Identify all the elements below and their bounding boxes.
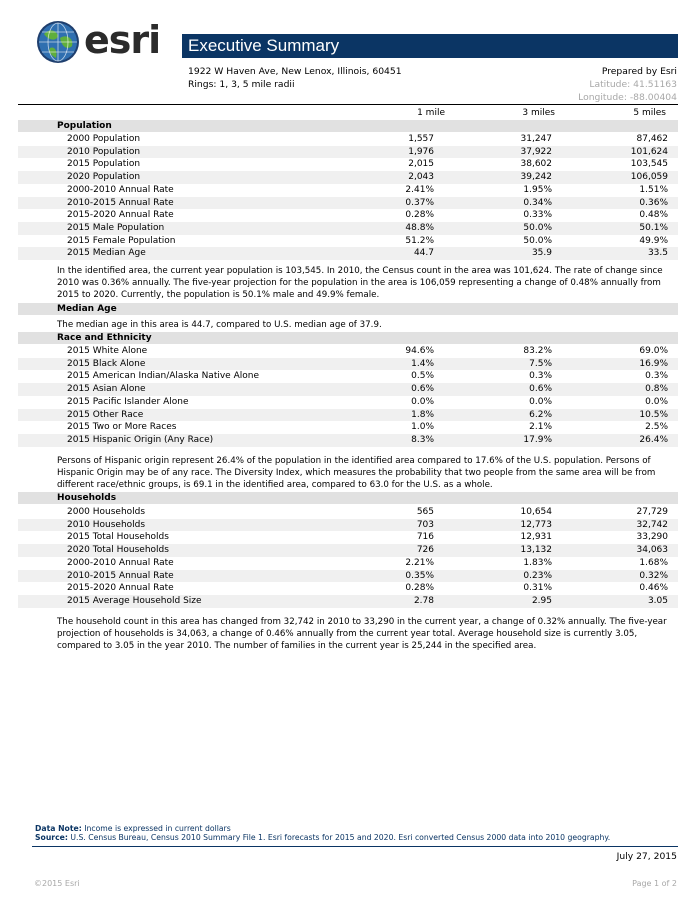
- value-1-mile: 1,976: [408, 146, 434, 157]
- value-1-mile: 51.2%: [405, 235, 434, 246]
- globe-icon: [36, 20, 80, 64]
- value-3-miles: 2.1%: [529, 422, 552, 433]
- section-median-age: [18, 303, 678, 315]
- value-1-mile: 2,015: [408, 159, 434, 170]
- value-5-miles: 27,729: [636, 507, 668, 517]
- copyright: ©2015 Esri: [34, 879, 80, 888]
- row-label: 2015 Two or More Races: [67, 422, 177, 433]
- table-row: [18, 582, 678, 595]
- source-note: [35, 833, 610, 842]
- value-5-miles: 0.8%: [645, 384, 668, 395]
- value-1-mile: 703: [416, 519, 434, 530]
- value-3-miles: 13,132: [520, 545, 552, 556]
- row-label: 2015-2020 Annual Rate: [67, 210, 174, 221]
- table-row: [18, 358, 678, 371]
- row-label: 2000-2010 Annual Rate: [67, 184, 174, 195]
- column-header-5-miles: 5 miles: [633, 108, 666, 118]
- value-1-mile: 1.4%: [411, 358, 434, 369]
- value-1-mile: 48.8%: [405, 222, 434, 233]
- section-population: [18, 120, 678, 132]
- row-label: 2015 Average Household Size: [67, 595, 202, 606]
- row-label: 2015 Median Age: [67, 248, 146, 259]
- value-5-miles: 0.46%: [639, 583, 668, 594]
- table-row: [18, 383, 678, 396]
- value-3-miles: 12,773: [520, 519, 552, 530]
- value-3-miles: 12,931: [520, 532, 552, 543]
- value-3-miles: 0.3%: [529, 371, 552, 382]
- latitude: Latitude: 41.51163: [589, 79, 677, 90]
- row-label: 2015 Total Households: [67, 532, 169, 543]
- value-1-mile: 0.37%: [405, 197, 434, 208]
- table-row: [18, 247, 678, 260]
- value-5-miles: 101,624: [630, 146, 668, 157]
- value-5-miles: 0.0%: [645, 396, 668, 407]
- value-5-miles: 69.0%: [639, 346, 668, 356]
- section-title: Population: [57, 121, 112, 131]
- table-row: [18, 222, 678, 235]
- row-label: 2015 Male Population: [67, 222, 165, 233]
- table-row: [18, 209, 678, 222]
- value-1-mile: 1.8%: [411, 409, 434, 420]
- row-label: 2020 Total Households: [67, 545, 169, 556]
- table-row: [18, 197, 678, 210]
- value-3-miles: 10,654: [520, 507, 552, 517]
- table-row: [18, 409, 678, 422]
- row-label: 2000-2010 Annual Rate: [67, 557, 174, 568]
- table-row: [18, 370, 678, 383]
- median-age-paragraph: The median age in this area is 44.7, compared to U.S. median age of 37.9.: [57, 320, 382, 330]
- row-label: 2010-2015 Annual Rate: [67, 197, 174, 208]
- table-row: [18, 171, 678, 184]
- value-3-miles: 7.5%: [529, 358, 552, 369]
- value-1-mile: 1.0%: [411, 422, 434, 433]
- table-row: [18, 506, 678, 519]
- value-3-miles: 1.95%: [523, 184, 552, 195]
- value-5-miles: 16.9%: [639, 358, 668, 369]
- value-1-mile: 2,043: [408, 172, 434, 183]
- header-rule: [18, 104, 678, 105]
- value-1-mile: 44.7: [413, 248, 434, 259]
- table-row: [18, 557, 678, 570]
- households-paragraph: The household count in this area has changed from 32,742 in 2010 to 33,290 in the current year, a change of 0.32% annually. The five-year projection of households is 34,063, a change of 0.46% annually from the current year total. Average household size is currently 3.05, compared to 3.05 in the year 2010. The number of families in the current year is 25,244 in the specified area.: [57, 617, 667, 651]
- value-5-miles: 32,742: [636, 519, 668, 530]
- value-1-mile: 726: [416, 545, 434, 556]
- row-label: 2010-2015 Annual Rate: [67, 570, 174, 581]
- value-1-mile: 2.41%: [405, 184, 434, 195]
- table-row: [18, 570, 678, 583]
- esri-logo: [36, 20, 166, 68]
- value-1-mile: 2.78: [413, 595, 434, 606]
- value-3-miles: 31,247: [520, 134, 552, 144]
- row-label: 2015 White Alone: [67, 346, 148, 356]
- section-race-ethnicity: [18, 332, 678, 344]
- row-label: 2015 Other Race: [67, 409, 144, 420]
- value-5-miles: 87,462: [636, 134, 668, 144]
- value-1-mile: 0.6%: [411, 384, 434, 395]
- value-3-miles: 6.2%: [529, 409, 552, 420]
- table-row: [18, 531, 678, 544]
- table-row: [18, 544, 678, 557]
- value-1-mile: 0.28%: [405, 583, 434, 594]
- value-3-miles: 0.31%: [523, 583, 552, 594]
- value-5-miles: 0.3%: [645, 371, 668, 382]
- value-1-mile: 0.0%: [411, 396, 434, 407]
- value-3-miles: 1.83%: [523, 557, 552, 568]
- race-paragraph: Persons of Hispanic origin represent 26.4% of the population in the identified area compared to 17.6% of the U.S. population. Persons of Hispanic Origin may be of any race. The Diversity Index, which measures the probability that two people from the same area will be from different race/ethnic groups, is 69.1 in the identified area, compared to 63.0 for the U.S. as a whole.: [57, 456, 656, 490]
- section-title: Median Age: [57, 304, 117, 314]
- value-3-miles: 35.9: [531, 248, 552, 259]
- table-row: [18, 345, 678, 358]
- value-5-miles: 0.32%: [639, 570, 668, 581]
- table-row: [18, 146, 678, 159]
- table-row: [18, 396, 678, 409]
- section-households: [18, 492, 678, 504]
- value-1-mile: 2.21%: [405, 557, 434, 568]
- row-label: 2015 Population: [67, 159, 141, 170]
- site-address: 1922 W Haven Ave, New Lenox, Illinois, 60451: [188, 66, 402, 77]
- value-1-mile: 8.3%: [411, 434, 434, 445]
- page-title: Executive Summary: [188, 36, 340, 55]
- value-3-miles: 0.23%: [523, 570, 552, 581]
- row-label: 2015 Female Population: [67, 235, 176, 246]
- value-5-miles: 26.4%: [639, 434, 668, 445]
- row-label: 2015 Asian Alone: [67, 384, 146, 395]
- value-1-mile: 1,557: [408, 134, 434, 144]
- value-3-miles: 17.9%: [523, 434, 552, 445]
- row-label: 2000 Households: [67, 507, 146, 517]
- value-1-mile: 716: [416, 532, 434, 543]
- value-1-mile: 0.5%: [411, 371, 434, 382]
- page-number: Page 1 of 2: [632, 879, 677, 888]
- row-label: 2015-2020 Annual Rate: [67, 583, 174, 594]
- value-3-miles: 50.0%: [523, 222, 552, 233]
- value-3-miles: 50.0%: [523, 235, 552, 246]
- table-row: [18, 519, 678, 532]
- value-3-miles: 0.6%: [529, 384, 552, 395]
- population-paragraph: In the identified area, the current year population is 103,545. In 2010, the Census count in the area was 101,624. The rate of change since 2010 was 0.36% annually. The five-year projection for the population in the area is 106,059 representing a change of 0.48% annually from 2015 to 2020. Currently, the population is 50.1% male and 49.9% female.: [57, 266, 663, 300]
- value-5-miles: 1.68%: [639, 557, 668, 568]
- value-5-miles: 34,063: [636, 545, 668, 556]
- table-row: [18, 133, 678, 146]
- table-row: [18, 434, 678, 447]
- prepared-by: Prepared by Esri: [601, 66, 677, 77]
- value-5-miles: 50.1%: [639, 222, 668, 233]
- report-date: July 27, 2015: [616, 851, 677, 862]
- row-label: 2020 Population: [67, 172, 141, 183]
- value-3-miles: 83.2%: [523, 346, 552, 356]
- value-5-miles: 3.05: [647, 595, 668, 606]
- row-label: 2000 Population: [67, 134, 141, 144]
- value-5-miles: 33,290: [636, 532, 668, 543]
- value-5-miles: 49.9%: [639, 235, 668, 246]
- value-5-miles: 2.5%: [645, 422, 668, 433]
- value-1-mile: 565: [416, 507, 434, 517]
- row-label: 2015 Pacific Islander Alone: [67, 396, 189, 407]
- value-5-miles: 33.5: [647, 248, 668, 259]
- value-3-miles: 39,242: [520, 172, 552, 183]
- source-text: U.S. Census Bureau, Census 2010 Summary File 1. Esri forecasts for 2015 and 2020. Esri converted Census 2000 data into 2010 geography.: [67, 833, 611, 842]
- table-row: [18, 235, 678, 248]
- title-banner: [182, 34, 678, 58]
- source-label: Source:: [35, 833, 68, 842]
- esri-wordmark: esri: [84, 18, 161, 62]
- value-5-miles: 106,059: [630, 172, 668, 183]
- data-note-label: Data Note:: [35, 824, 82, 833]
- row-label: 2015 Black Alone: [67, 358, 146, 369]
- value-3-miles: 37,922: [520, 146, 552, 157]
- column-header-1-mile: 1 mile: [417, 108, 445, 118]
- value-3-miles: 0.0%: [529, 396, 552, 407]
- table-row: [18, 158, 678, 171]
- row-label: 2010 Population: [67, 146, 141, 157]
- value-1-mile: 0.35%: [405, 570, 434, 581]
- value-5-miles: 1.51%: [639, 184, 668, 195]
- value-5-miles: 10.5%: [639, 409, 668, 420]
- value-5-miles: 0.36%: [639, 197, 668, 208]
- value-3-miles: 0.34%: [523, 197, 552, 208]
- value-1-mile: 0.28%: [405, 210, 434, 221]
- row-label: 2015 Hispanic Origin (Any Race): [67, 434, 214, 445]
- value-5-miles: 103,545: [630, 159, 668, 170]
- table-row: [18, 421, 678, 434]
- value-5-miles: 0.48%: [639, 210, 668, 221]
- section-title: Households: [57, 493, 117, 503]
- value-3-miles: 0.33%: [523, 210, 552, 221]
- value-3-miles: 2.95: [531, 595, 552, 606]
- data-note-text: Income is expressed in current dollars: [81, 824, 231, 833]
- footer-rule: [32, 846, 678, 847]
- row-label: 2010 Households: [67, 519, 146, 530]
- table-row: [18, 595, 678, 608]
- value-1-mile: 94.6%: [405, 346, 434, 356]
- longitude: Longitude: -88.00404: [578, 92, 677, 103]
- row-label: 2015 American Indian/Alaska Native Alone: [67, 371, 259, 382]
- value-3-miles: 38,602: [520, 159, 552, 170]
- column-header-3-miles: 3 miles: [522, 108, 555, 118]
- data-note: [35, 824, 231, 833]
- ring-description: Rings: 1, 3, 5 mile radii: [188, 79, 295, 90]
- table-row: [18, 184, 678, 197]
- section-title: Race and Ethnicity: [57, 333, 152, 343]
